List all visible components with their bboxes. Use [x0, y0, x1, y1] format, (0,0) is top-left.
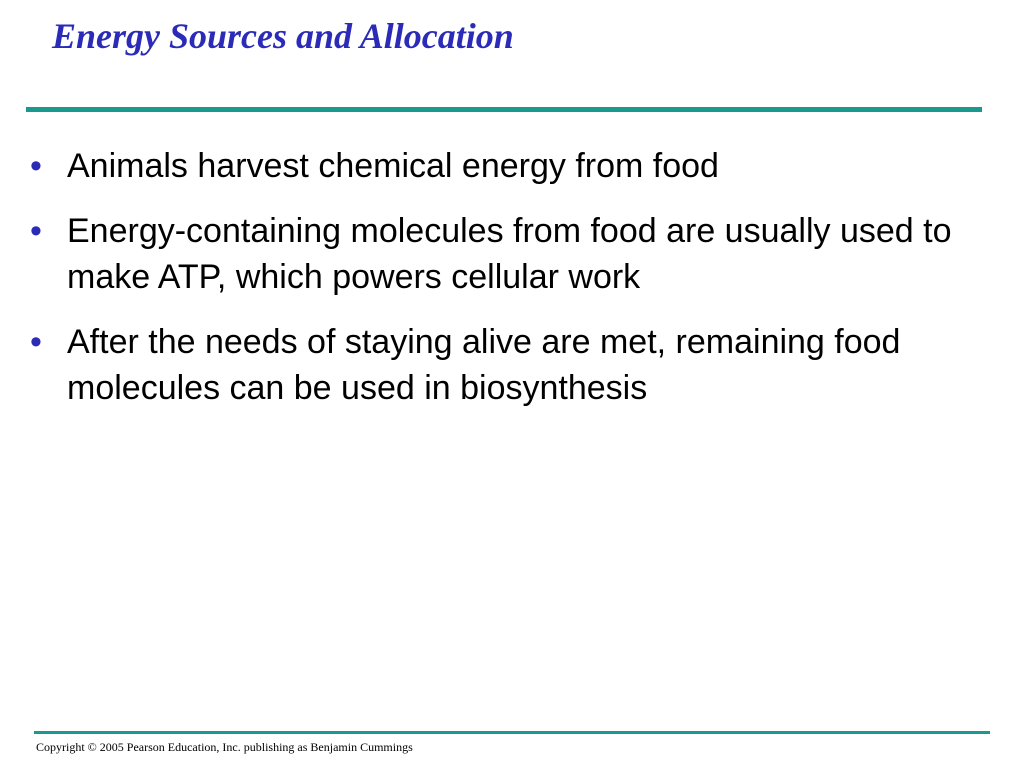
- bullet-list: [30, 143, 960, 430]
- slide-title: Energy Sources and Allocation: [52, 16, 514, 56]
- footer-divider: [34, 731, 990, 734]
- bullet-marker: •: [30, 147, 42, 185]
- bullet-text: After the needs of staying alive are met, remaining food molecules can be used in biosynthesis: [67, 323, 901, 407]
- bullet-item: [30, 143, 960, 189]
- bullet-marker: •: [30, 323, 42, 361]
- bullet-text: Energy-containing molecules from food are usually used to make ATP, which powers cellular work: [67, 212, 952, 296]
- bullet-item: [30, 319, 960, 411]
- copyright-footer: Copyright © 2005 Pearson Education, Inc. publishing as Benjamin Cummings: [36, 740, 413, 754]
- bullet-marker: •: [30, 212, 42, 250]
- bullet-item: [30, 208, 960, 300]
- bullet-text: Animals harvest chemical energy from food: [67, 147, 719, 185]
- title-divider: [26, 107, 982, 112]
